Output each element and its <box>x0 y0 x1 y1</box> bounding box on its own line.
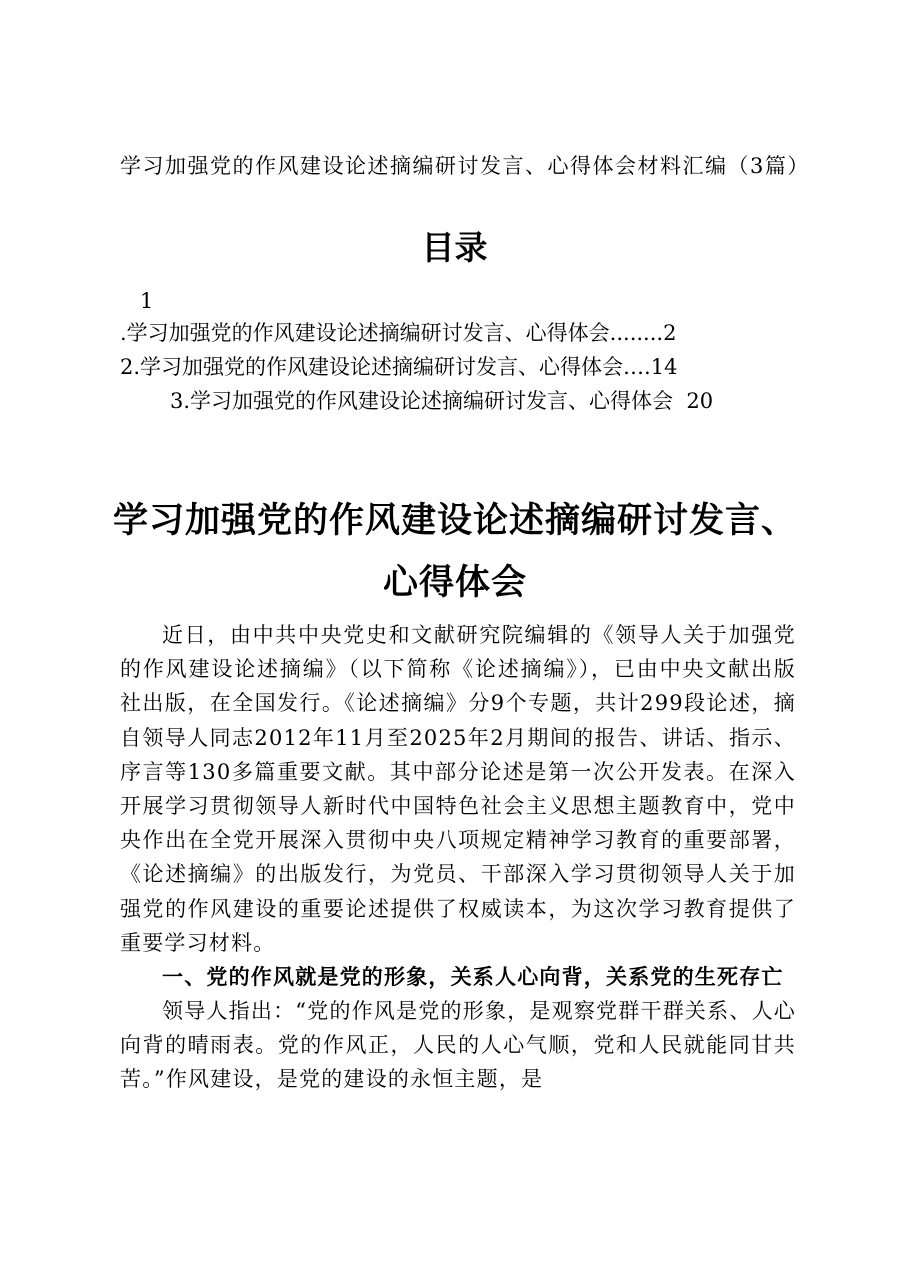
toc-heading: 目录 <box>421 228 488 267</box>
paragraph-intro: 近日，由中共中央党史和文献研究院编辑的《领导人关于加强党的作风建设论述摘编》（以下简称《论述摘编》），已由中央文献出版社出版，在全国发行。《论述摘编》分9个专题，共计299段论述，摘自领导人同志2012年11月至2025年2月期间的报告、讲话、指示、序言等130多篇重要文献。其中部分论述是第一次公开发表。在深入开展学习贯彻领导人新时代中国特色社会主义思想主题教育中，党中央作出在全党开展深入贯彻中央八项规定精神学习教育的重要部署，《论述摘编》的出版发行，为党员、干部深入学习贯彻领导人关于加强党的作风建设的重要论述提供了权威读本，为这次学习教育提供了重要学习材料。 <box>120 623 796 955</box>
document-title: 学习加强党的作风建设论述摘编研讨发言、心得体会材料汇编（3篇） <box>120 154 810 178</box>
toc-entry-2[interactable]: 2.学习加强党的作风建设论述摘编研讨发言、心得体会….14 <box>120 355 678 379</box>
section-heading-1: 一、党的作风就是党的形象，关系人心向背，关系党的生死存亡 <box>162 965 784 990</box>
article-body <box>120 618 796 1097</box>
toc-entry-3[interactable]: 3.学习加强党的作风建设论述摘编研讨发言、心得体会 20 <box>170 389 714 413</box>
toc-entry-1[interactable]: .学习加强党的作风建设论述摘编研讨发言、心得体会........2 <box>120 321 677 345</box>
article-title: 学习加强党的作风建设论述摘编研讨发言、心得体会 <box>112 500 797 603</box>
paragraph-section1: 领导人指出：“党的作风是党的形象，是观察党群干群关系、人心向背的晴雨表。党的作风正，人民的人心气顺，党和人民就能同甘共苦。”作风建设，是党的建设的永恒主题，是 <box>120 999 796 1092</box>
toc-entry-number: 1 <box>140 289 154 313</box>
